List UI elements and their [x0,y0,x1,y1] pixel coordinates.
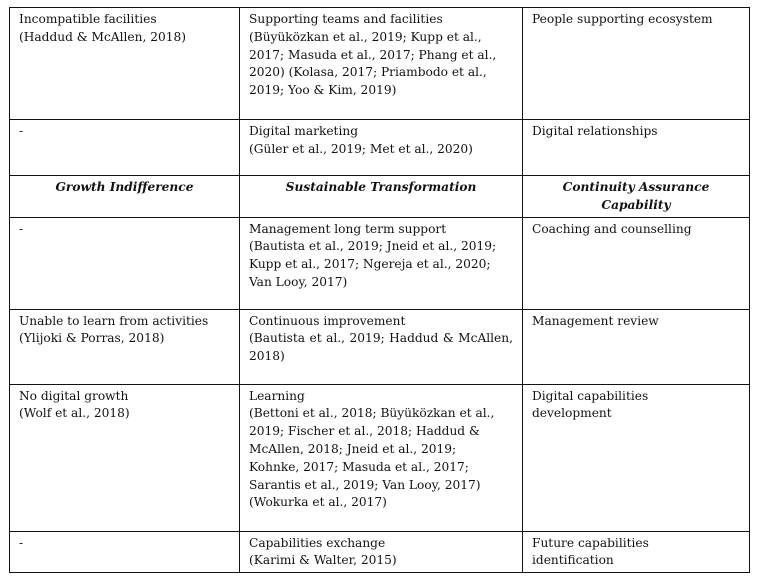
table-cell [523,531,750,573]
cell-text: No digital growth [19,388,129,403]
table-cell [240,384,523,531]
cell-text: Unable to learn from activities [19,313,209,328]
cell-text: - [19,221,24,236]
cell-text: Coaching and counselling [532,221,692,236]
section-heading-row [10,176,750,218]
cell-text: (Ylijoki & Porras, 2018) [19,331,165,346]
cell-text: 2017; Masuda et al., 2017; Phang et al., [249,47,497,62]
cell-text: identification [532,553,614,568]
section-heading: Sustainable Transformation [285,180,477,194]
table-cell [10,531,240,573]
table-cell [10,309,240,384]
table-row [10,309,750,384]
section-heading: Growth Indifference [55,180,194,194]
cell-text: People supporting ecosystem [532,12,713,26]
cell-text: Kupp et al., 2017; Ngereja et al., 2020; [249,257,491,272]
cell-text: Future capabilities [532,535,649,550]
cell-text: (Büyüközkan et al., 2019; Kupp et al., [249,29,482,44]
cell-text: 2020) (Kolasa, 2017; Priambodo et al., [249,65,487,80]
cell-text: Management review [532,313,659,328]
cell-text: 2019; Fischer et al., 2018; Haddud & [249,424,480,439]
table-cell [10,217,240,309]
cell-text: Capabilities exchange [249,535,386,550]
table-cell [240,309,523,384]
cell-text: - [19,124,24,138]
cell-text: (Wokurka et al., 2017) [249,495,387,510]
table-row [10,120,750,176]
cell-text: Digital relationships [532,124,658,138]
table-cell [523,309,750,384]
literature-table [9,7,750,573]
cell-text: (Güler et al., 2019; Met et al., 2020) [249,141,473,156]
table-row [10,531,750,573]
cell-text: (Bautista et al., 2019; Haddud & McAllen, 2018) [249,331,513,364]
cell-text: Kohnke, 2017; Masuda et al., 2017; [249,459,469,474]
cell-text: (Bautista et al., 2019; Jneid et al., 2019; [249,239,497,254]
cell-text: - [19,535,24,550]
table-cell [10,176,240,218]
section-heading: Continuity Assurance Capability [562,180,710,212]
table-cell [240,531,523,573]
table-cell [240,176,523,218]
table-cell [240,8,523,120]
cell-text: Sarantis et al., 2019; Van Looy, 2017) [249,477,481,492]
table-cell [10,384,240,531]
table-cell [523,217,750,309]
cell-text: Continuous improvement [249,313,406,328]
cell-text: development [532,406,612,421]
table-cell [240,217,523,309]
table-row [10,217,750,309]
table-cell [10,120,240,176]
cell-text: (Karimi & Walter, 2015) [249,553,397,568]
table-cell [523,384,750,531]
table-cell [240,120,523,176]
table-cell [523,8,750,120]
table-cell [10,8,240,120]
cell-text: McAllen, 2018; Jneid et al., 2019; [249,441,457,456]
cell-text: 2019; Yoo & Kim, 2019) [249,83,397,98]
cell-text: (Haddud & McAllen, 2018) [19,29,186,44]
cell-text: Van Looy, 2017) [249,274,348,289]
table-row [10,8,750,120]
table-cell [523,176,750,218]
cell-text: Incompatible facilities [19,12,157,26]
cell-text: Learning [249,388,305,403]
cell-text: Digital marketing [249,124,358,138]
cell-text: Supporting teams and facilities [249,12,443,26]
cell-text: Digital capabilities [532,388,649,403]
table-cell [523,120,750,176]
cell-text: Management long term support [249,221,447,236]
cell-text: (Bettoni et al., 2018; Büyüközkan et al., [249,406,495,421]
table-row [10,384,750,531]
cell-text: (Wolf et al., 2018) [19,406,130,421]
